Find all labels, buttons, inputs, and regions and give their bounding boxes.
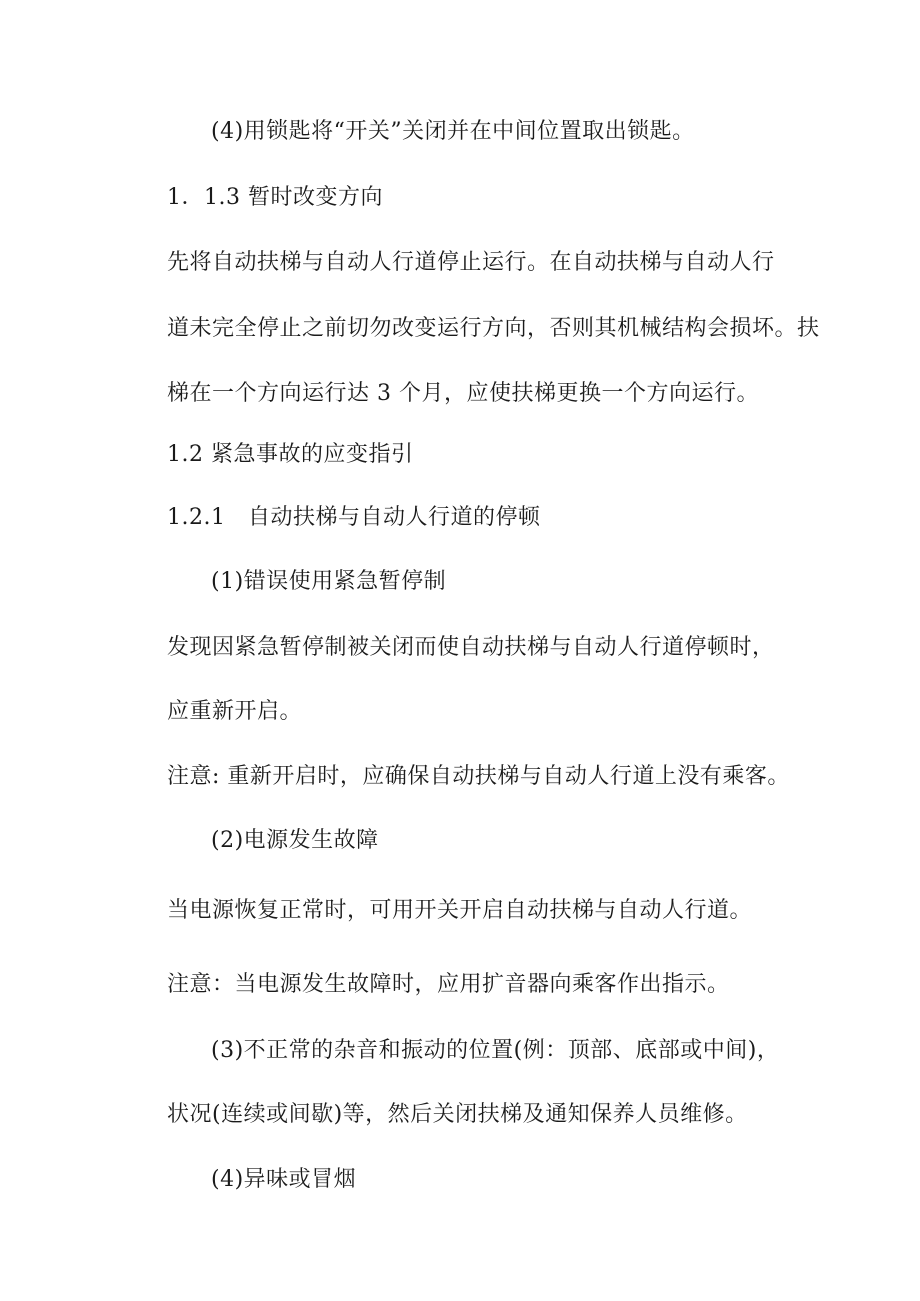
subheading-1-emergency-stop: (1)错误使用紧急暂停制 [211,569,447,594]
paragraph-line: 梯在一个方向运行达 3 个月，应使扶梯更换一个方向运行。 [167,381,759,406]
paragraph-line: 发现因紧急暂停制被关闭而使自动扶梯与自动人行道停顿时， [167,635,775,660]
paragraph-line: 道未完全停止之前切勿改变运行方向，否则其机械结构会损坏。扶 [167,316,820,341]
subheading-3-abnormal-noise: (3)不正常的杂音和振动的位置(例：顶部、底部或中间)， [211,1038,780,1063]
heading-1-2-1: 1.2.1 自动扶梯与自动人行道的停顿 [167,505,541,530]
subheading-2-power-failure: (2)电源发生故障 [211,828,379,853]
paragraph-line: 先将自动扶梯与自动人行道停止运行。在自动扶梯与自动人行 [167,250,775,275]
paragraph-line: 当电源恢复正常时，可用开关开启自动扶梯与自动人行道。 [167,898,753,923]
paragraph-line: 状况(连续或间歇)等，然后关闭扶梯及通知保养人员维修。 [167,1102,748,1127]
note-power-failure: 注意：当电源发生故障时，应用扩音器向乘客作出指示。 [167,972,730,997]
paragraph-line: 应重新开启。 [167,699,303,724]
heading-1-2: 1.2 紧急事故的应变指引 [167,442,414,467]
note-restart: 注意: 重新开启时，应确保自动扶梯与自动人行道上没有乘客。 [167,764,790,789]
paragraph-step-4-remove-key: (4)用锁匙将“开关”关闭并在中间位置取出锁匙。 [211,119,695,144]
subheading-4-smoke: (4)异味或冒烟 [211,1167,357,1192]
heading-1-1-3: 1．1.3 暂时改变方向 [167,185,383,210]
